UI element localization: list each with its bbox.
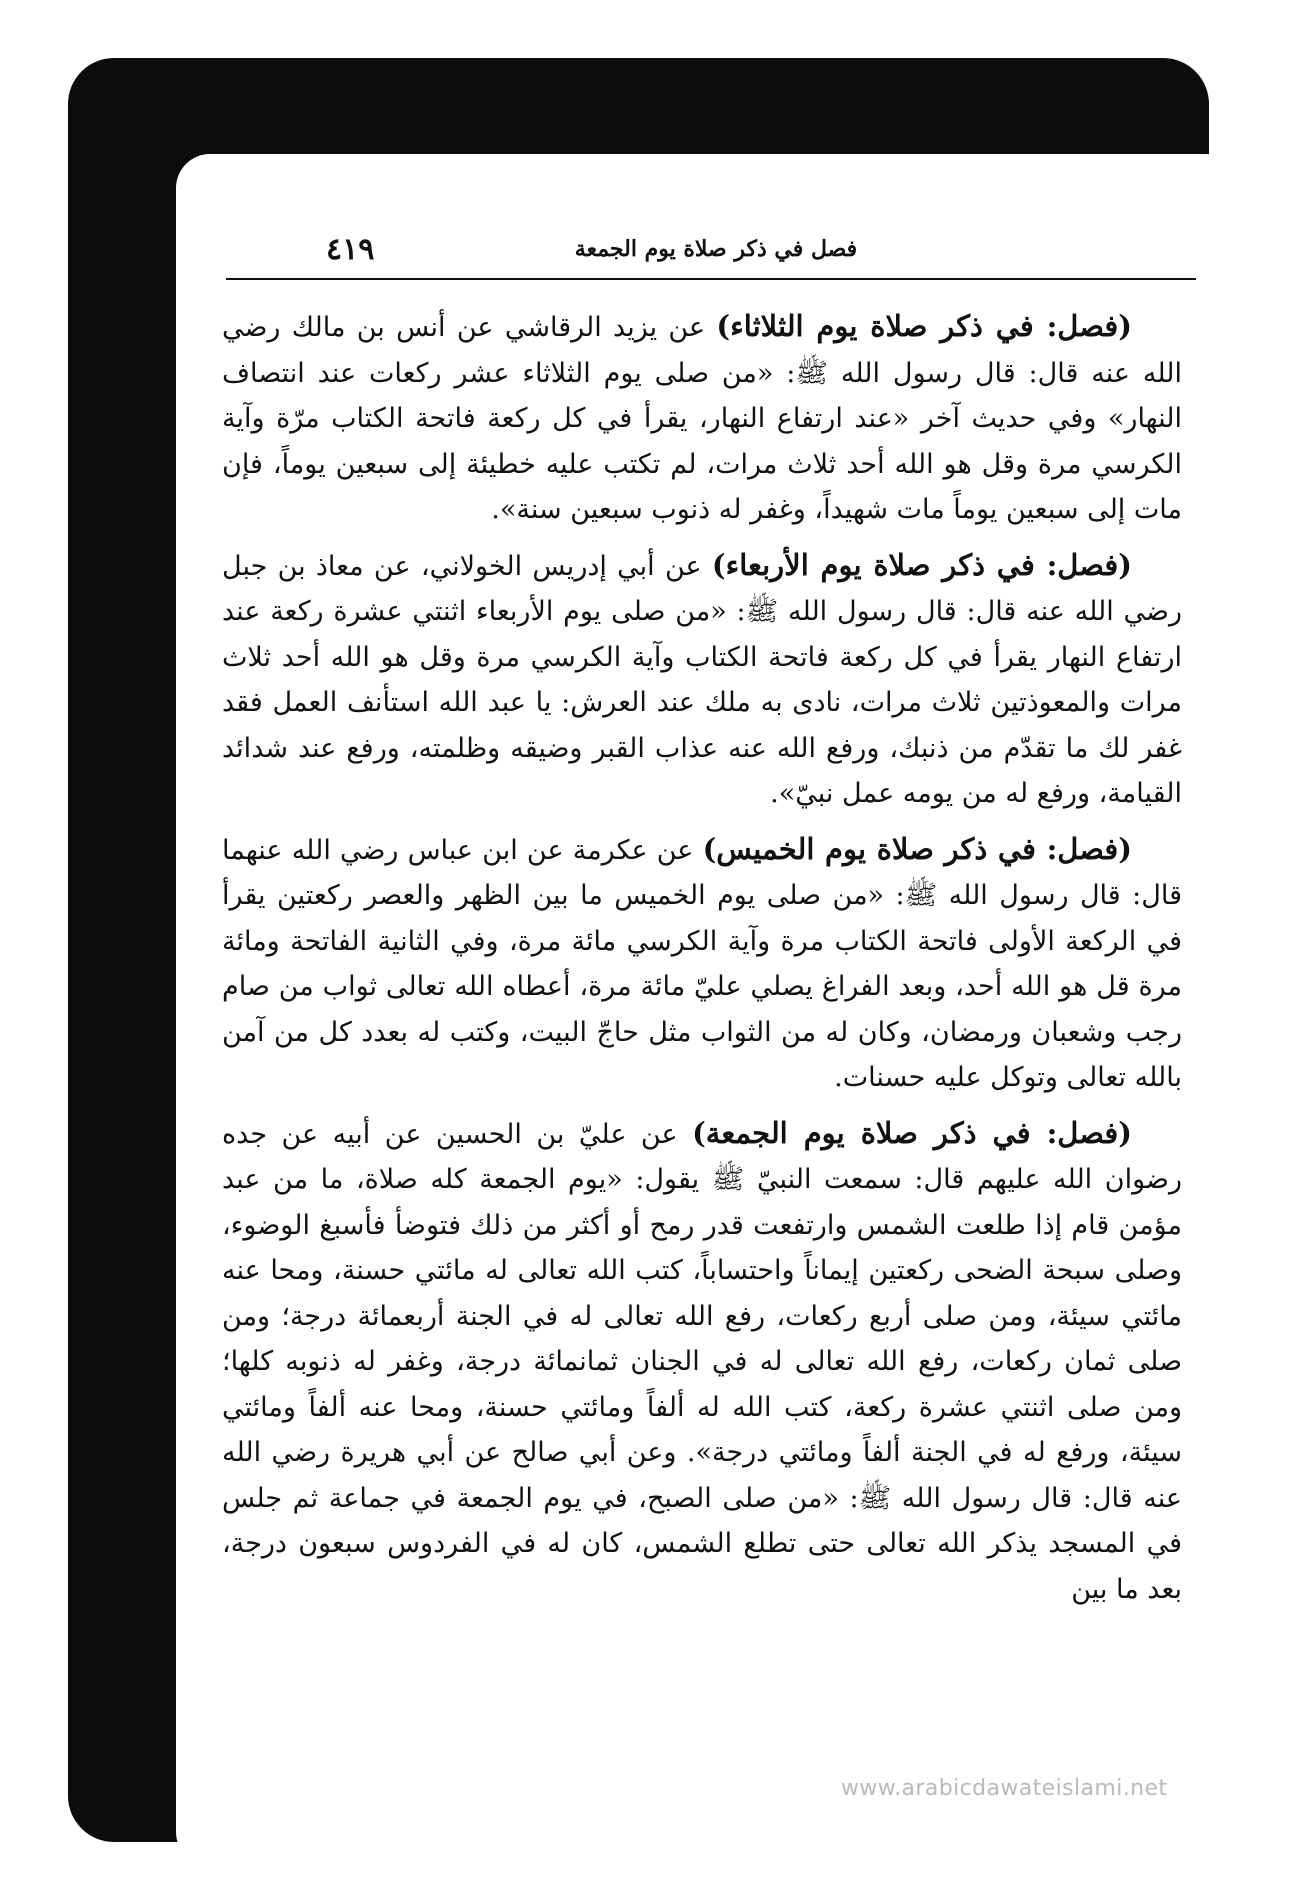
section-thursday-prayer (222, 827, 1182, 1101)
page-header (226, 230, 1196, 280)
book-page (176, 154, 1239, 1866)
section-wednesday-prayer (222, 543, 1182, 817)
page-number: ٤١٩ (326, 232, 375, 267)
section-text: عن يزيد الرقاشي عن أنس بن مالك رضي الله عنه قال: قال رسول الله ﷺ: «من صلى يوم الثلاثاء عشر ركعات عند انتصاف النهار» وفي حديث آخر «عند ارتفاع النهار، يقرأ في كل ركعة فاتحة الكتاب مرّة وآية الكرسي مرة وقل هو الله أحد ثلاث مرات، لم تكتب عليه خطيئة إلى سبعين يوماً، فإن مات إلى سبعين يوماً مات شهيداً، وغفر له ذنوب سبعين سنة». (222, 312, 1182, 525)
page-body (222, 304, 1182, 1622)
section-text: عن أبي إدريس الخولاني، عن معاذ بن جبل رضي الله عنه قال: قال رسول الله ﷺ: «من صلى يوم الأربعاء اثنتي عشرة ركعة عند ارتفاع النهار يقرأ في كل ركعة فاتحة الكتاب وآية الكرسي مرة وقل هو الله أحد ثلاث مرات والمعوذتين ثلاث مرات، نادى به ملك عند العرش: يا عبد الله استأنف العمل فقد غفر لك ما تقدّم من ذنبك، ورفع الله عنه عذاب القبر وضيقه وظلمته، ورفع عند شدائد القيامة، ورفع له من يومه عمل نبيّ». (222, 550, 1182, 809)
section-heading: (فصل: في ذكر صلاة يوم الثلاثاء) (716, 309, 1132, 343)
section-heading: (فصل: في ذكر صلاة يوم الخميس) (702, 831, 1132, 866)
running-title: فصل في ذكر صلاة يوم الجمعة (574, 236, 858, 262)
section-friday-prayer (222, 1111, 1182, 1613)
watermark: www.arabicdawateislami.net (841, 1776, 1168, 1801)
section-heading: (فصل: في ذكر صلاة يوم الجمعة) (692, 1115, 1132, 1150)
section-heading: (فصل: في ذكر صلاة يوم الأربعاء) (711, 547, 1133, 582)
section-tuesday-prayer (222, 304, 1182, 533)
page-frame (68, 58, 1209, 1842)
section-text: عن عكرمة عن ابن عباس رضي الله عنهما قال: قال رسول الله ﷺ: «من صلى يوم الخميس ما بين الظهر والعصر ركعتين يقرأ في الركعة الأولى فاتحة الكتاب مرة وآية الكرسي مائة مرة، وفي الثانية الفاتحة ومائة مرة قل هو الله أحد، وبعد الفراغ يصلي عليّ مائة مرة، أعطاه الله تعالى ثواب من صام رجب وشعبان ورمضان، وكان له من الثواب مثل حاجّ البيت، وكتب له بعدد كل من آمن بالله تعالى وتوكل عليه حسنات. (222, 834, 1182, 1093)
section-text: عن عليّ بن الحسين عن أبيه عن جده رضوان الله عليهم قال: سمعت النبيّ ﷺ يقول: «يوم الجمعة كله صلاة، ما من عبد مؤمن قام إذا طلعت الشمس وارتفعت قدر رمح أو أكثر من ذلك فتوضأ فأسبغ الوضوء، وصلى سبحة الضحى ركعتين إيماناً واحتساباً، كتب الله تعالى له مائتي حسنة، ومحا عنه مائتي سيئة، ومن صلى أربع ركعات، رفع الله تعالى له في الجنة أربعمائة درجة؛ ومن صلى ثمان ركعات، رفع الله تعالى له في الجنان ثمانمائة درجة، وغفر له ذنوبه كلها؛ ومن صلى اثنتي عشرة ركعة، كتب الله له ألفاً ومائتي حسنة، ومحا عنه ألفاً ومائتي سيئة، ورفع له في الجنة ألفاً ومائتي درجة». وعن أبي صالح عن أبي هريرة رضي الله عنه قال: قال رسول الله ﷺ: «من صلى الصبح، في يوم الجمعة في جماعة ثم جلس في المسجد يذكر الله تعالى حتى تطلع الشمس، كان له في الفردوس سبعون درجة، بعد ما بين (222, 1118, 1182, 1605)
